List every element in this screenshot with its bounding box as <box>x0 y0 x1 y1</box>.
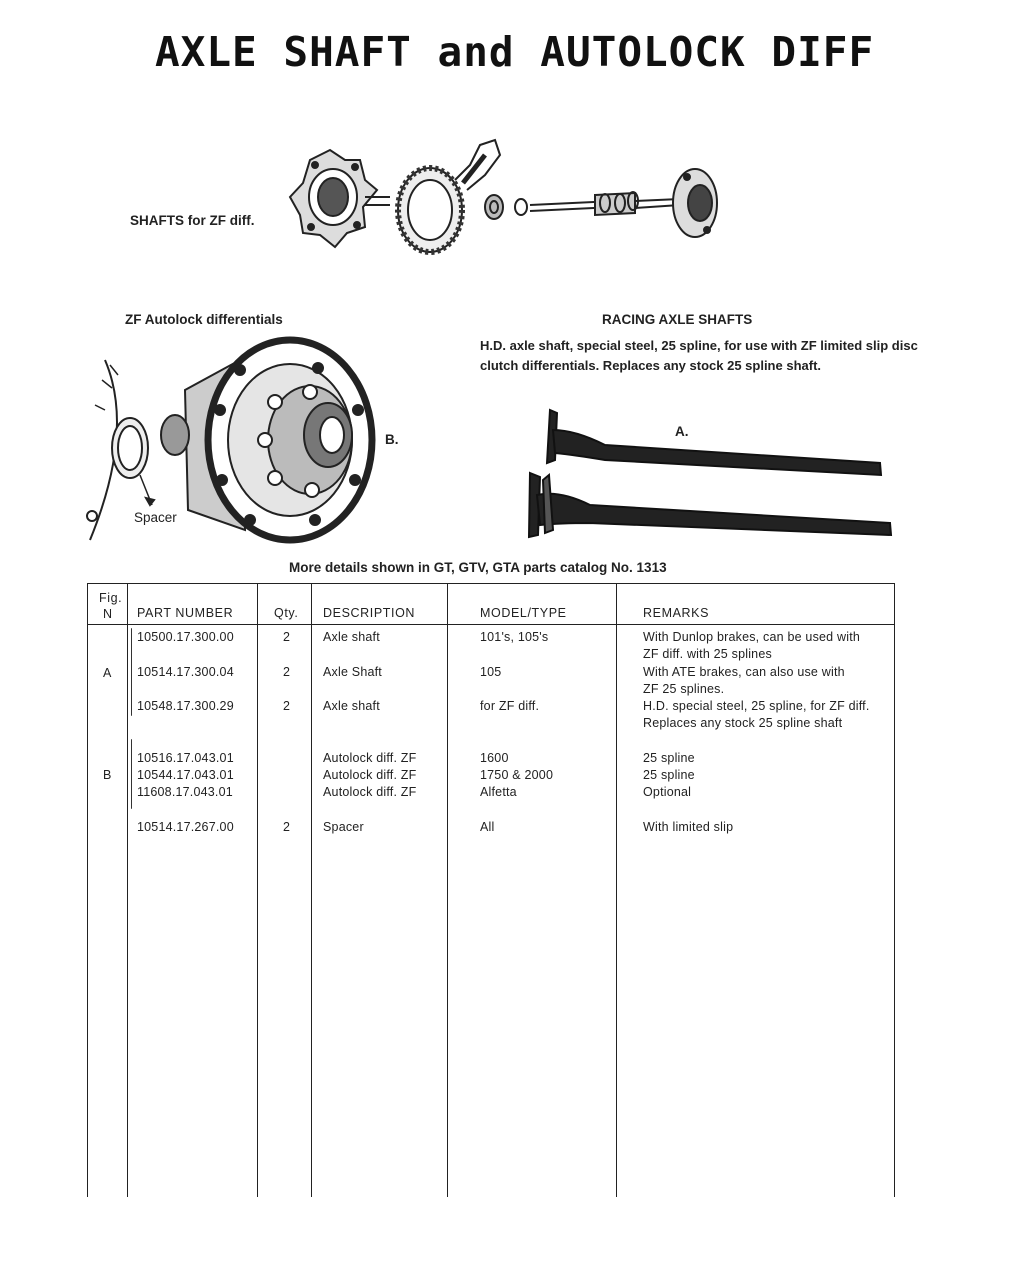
model-type: 101's, 105's <box>480 630 549 644</box>
shafts-caption: SHAFTS for ZF diff. <box>130 213 255 228</box>
quantity: 2 <box>283 665 291 679</box>
part-number: 10544.17.043.01 <box>137 768 234 782</box>
remarks-line1: 25 spline <box>643 751 695 765</box>
quantity: 2 <box>283 820 291 834</box>
remarks-line1: H.D. special steel, 25 spline, for ZF diff. <box>643 699 870 713</box>
header-remarks: REMARKS <box>643 606 710 620</box>
description: Axle shaft <box>323 630 380 644</box>
description: Axle shaft <box>323 699 380 713</box>
group-label-a: A <box>103 666 112 680</box>
header-part-number: PART NUMBER <box>137 606 234 620</box>
part-number: 10548.17.300.29 <box>137 699 234 713</box>
part-number: 10514.17.300.04 <box>137 665 234 679</box>
label-a: A. <box>675 424 689 439</box>
remarks-line1: With Dunlop brakes, can be used with <box>643 630 861 644</box>
diff-caption: ZF Autolock differentials <box>125 312 283 327</box>
description: Autolock diff. ZF <box>323 751 417 765</box>
header-model-type: MODEL/TYPE <box>480 606 567 620</box>
racing-description: H.D. axle shaft, special steel, 25 spline, for use with ZF limited slip disc clutch differentials. Replaces any stock 25 spline shaft. <box>480 338 918 373</box>
header-description: DESCRIPTION <box>323 606 416 620</box>
description: Autolock diff. ZF <box>323 785 417 799</box>
header-fig-n: N <box>103 607 113 621</box>
remarks-line1: With limited slip <box>643 820 734 834</box>
racing-axle-shafts-illustration <box>505 405 900 550</box>
header-qty: Qty. <box>274 606 299 620</box>
description: Autolock diff. ZF <box>323 768 417 782</box>
group-b-brace <box>131 739 132 809</box>
part-number: 11608.17.043.01 <box>137 785 233 799</box>
remarks-line1: Optional <box>643 785 692 799</box>
model-type: 105 <box>480 665 502 679</box>
group-label-b: B <box>103 768 112 782</box>
header-fig: Fig. <box>99 591 123 605</box>
spacer-label: Spacer <box>134 510 177 525</box>
remarks-line2: ZF 25 splines. <box>643 682 725 696</box>
group-a-brace <box>131 628 132 716</box>
parts-table <box>87 583 895 1197</box>
racing-heading: RACING AXLE SHAFTS <box>602 312 753 327</box>
part-number: 10514.17.267.00 <box>137 820 234 834</box>
model-type: 1750 & 2000 <box>480 768 554 782</box>
remarks-line1: 25 spline <box>643 768 695 782</box>
quantity: 2 <box>283 630 291 644</box>
description: Axle Shaft <box>323 665 382 679</box>
part-number: 10516.17.043.01 <box>137 751 234 765</box>
autolock-differential-illustration <box>80 330 380 550</box>
part-number: 10500.17.300.00 <box>137 630 234 644</box>
model-type: Alfetta <box>480 785 517 799</box>
shafts-exploded-illustration <box>285 135 730 260</box>
description: Spacer <box>323 820 364 834</box>
remarks-line2: ZF diff. with 25 splines <box>643 647 772 661</box>
catalog-note: More details shown in GT, GTV, GTA parts catalog No. 1313 <box>289 560 667 575</box>
quantity: 2 <box>283 699 291 713</box>
model-type: 1600 <box>480 751 509 765</box>
remarks-line2: Replaces any stock 25 spline shaft <box>643 716 843 730</box>
page-title: AXLE SHAFT and AUTOLOCK DIFF <box>155 28 875 76</box>
label-b: B. <box>385 432 399 447</box>
model-type: for ZF diff. <box>480 699 540 713</box>
remarks-line1: With ATE brakes, can also use with <box>643 665 845 679</box>
model-type: All <box>480 820 495 834</box>
